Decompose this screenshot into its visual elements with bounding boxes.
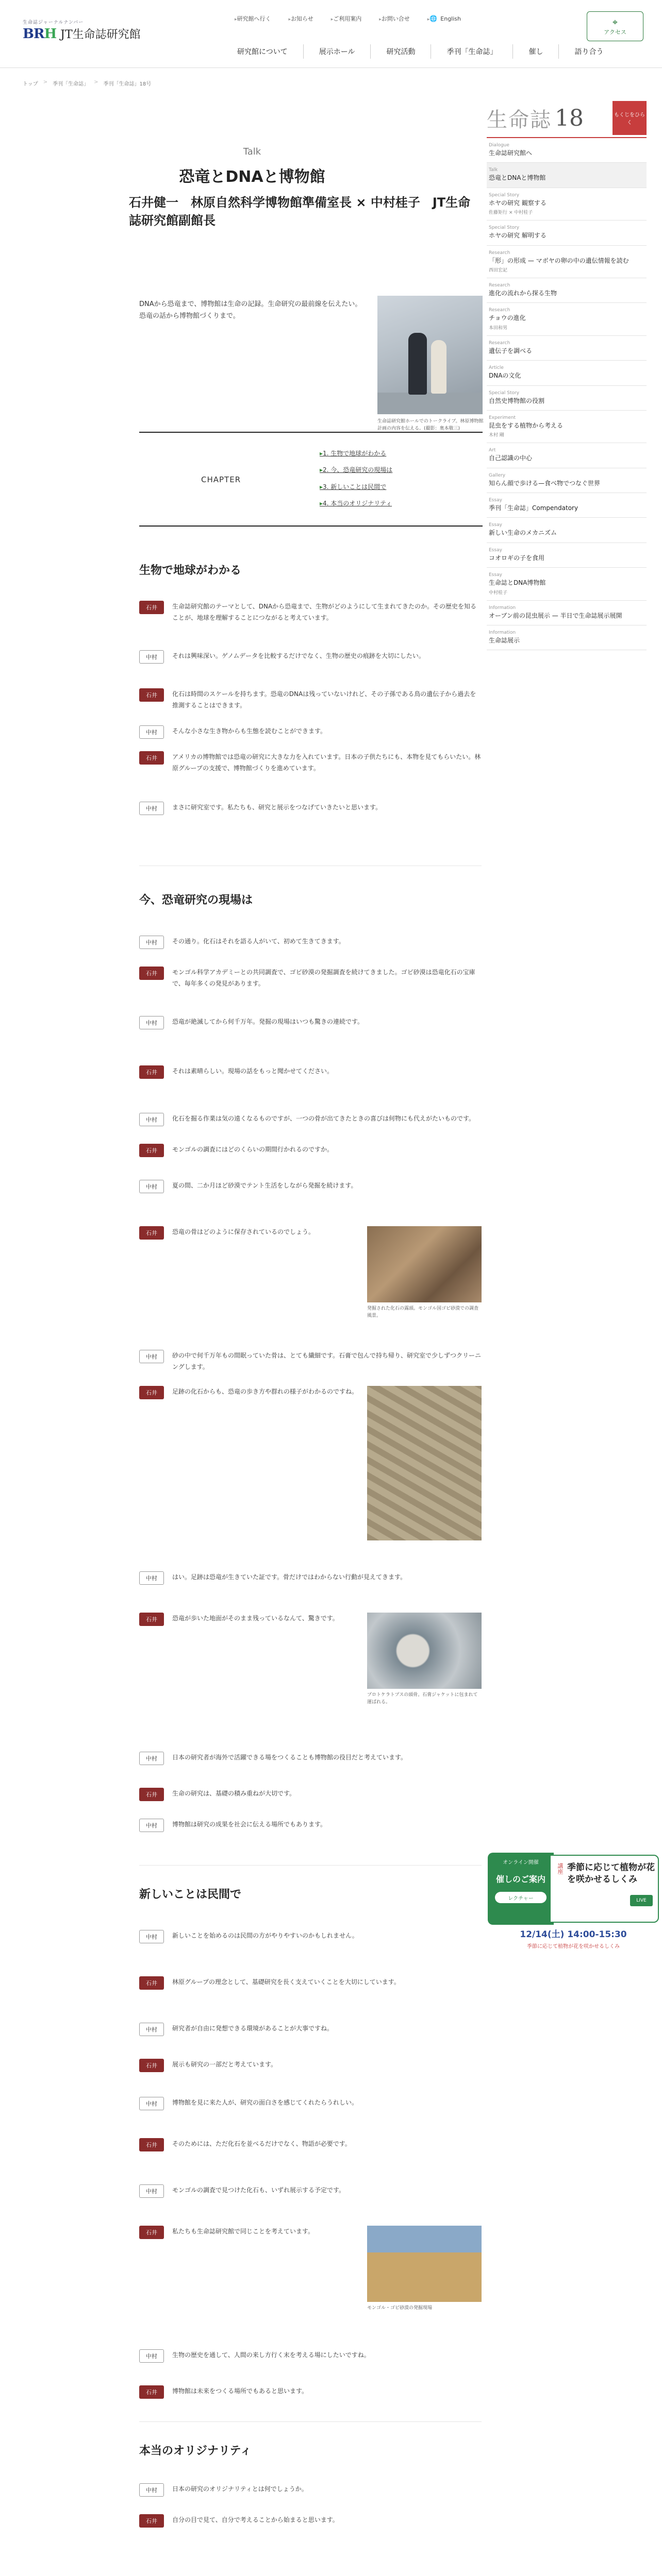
speaker-tag: 中村: [139, 1571, 164, 1585]
article-title: 恐竜とDNAと博物館: [179, 168, 325, 186]
sidebar-item[interactable]: [487, 278, 647, 303]
banner-button[interactable]: レクチャー: [495, 1892, 547, 1903]
globe-icon: ▸ 🌐: [427, 15, 437, 22]
speaker-tag: 中村: [139, 1930, 164, 1943]
talk-text: 新しいことを始めるのは民間の方がやりやすいのかもしれません。: [172, 1932, 358, 1939]
sidebar-item-title: 進化の流れから探る生物: [489, 289, 557, 297]
speaker-tag: 石井: [139, 2385, 164, 2399]
talk-line: [139, 751, 482, 774]
talk-line: [139, 1613, 482, 1706]
talk-text: 足跡の化石からも、恐竜の歩き方や群れの様子がわかるのですね。: [172, 1388, 358, 1395]
toc-label: CHAPTER: [201, 475, 241, 484]
talk-line: [139, 650, 482, 664]
talk-line: [139, 2514, 482, 2528]
speaker-tag: 石井: [139, 2138, 164, 2151]
talk-line: [139, 1016, 482, 1029]
event-banner[interactable]: [488, 1853, 659, 1925]
article-intro: DNAから恐竜まで、博物館は生命の記録。生命研究の最前線を伝えたい。恐竜の話から博物館づくりまで。: [139, 300, 362, 320]
breadcrumb-separator: >: [94, 79, 98, 85]
talk-text: 日本の研究のオリジナリティとは何でしょうか。: [172, 2485, 308, 2493]
sidebar-item-category: Research: [489, 308, 510, 313]
nav-about[interactable]: 研究館について: [237, 48, 288, 56]
speaker-tag: 石井: [139, 1065, 164, 1079]
sidebar-item-category: Special Story: [489, 390, 520, 396]
sidebar-item-title: 恐竜とDNAと博物館: [489, 174, 546, 182]
speaker-tag: 中村: [139, 1113, 164, 1126]
desert-photo: [367, 2226, 482, 2302]
photo-caption: プロトケラトプスの頭骨。石膏ジャケットに包まれて運ばれる。: [367, 1692, 478, 1705]
talk-text: モンゴルの調査にはどのくらいの期間行かれるのですか。: [172, 1146, 334, 1153]
banner-live-badge: LIVE: [630, 1895, 653, 1906]
sidebar-item-category: Essay: [489, 572, 502, 578]
sidebar-item-category: Information: [489, 630, 516, 636]
banner-right: [550, 1855, 659, 1923]
toc-link-1[interactable]: ▸ 1. 生物で地球がわかる: [320, 445, 392, 462]
talk-text: 夏の間、二か月ほど砂漠でテント生活をしながら発掘を続けます。: [172, 1182, 357, 1189]
talk-text: それは素晴らしい。現場の話をもっと聞かせてください。: [172, 1067, 334, 1075]
speaker-tag: 中村: [139, 1016, 164, 1029]
sidebar-item-title: 新しい生命のメカニズム: [489, 529, 557, 537]
language-switch[interactable]: [427, 14, 461, 23]
sidebar-item[interactable]: [487, 303, 647, 335]
speaker-tag: 石井: [139, 1613, 164, 1626]
talk-text: 化石は時間のスケールを持ちます。恐竜のDNAは残っていないけれど、その子孫である鳥の遺伝子から過去を推測することはできます。: [172, 690, 476, 709]
issue-sidebar: [487, 99, 647, 650]
talk-line: [139, 802, 482, 815]
sidebar-item[interactable]: [487, 443, 647, 468]
toc-list: [320, 445, 392, 512]
talk-line: [139, 1065, 482, 1079]
talk-line: [139, 2226, 482, 2312]
talk-text: 生命の研究は、基礎の積み重ねが大切です。: [172, 1790, 296, 1797]
talk-text: 博物館を見に来た人が、研究の面白さを感じてくれたらうれしい。: [172, 2099, 358, 2106]
talk-line: [139, 1819, 482, 1832]
section-title: 新しいことは民間で: [139, 1888, 242, 1901]
talk-text: モンゴルの調査で見つけた化石も、いずれ展示する予定です。: [172, 2187, 345, 2194]
talk-text: 生物の歴史を通して、人間の来し方行く末を考える場にしたいですね。: [172, 2351, 370, 2359]
sidebar-item[interactable]: [487, 411, 647, 443]
sidebar-item[interactable]: [487, 625, 647, 650]
sidebar-item-title: 季刊「生命誌」Compendatory: [489, 504, 578, 512]
photo-caption: モンゴル・ゴビ砂漠の発掘現場: [367, 2306, 433, 2311]
sidebar-item-title: 生命誌とDNA博物館: [489, 579, 546, 587]
breadcrumb: [23, 79, 151, 87]
photo-block: [367, 2226, 482, 2312]
sidebar-item[interactable]: [487, 518, 647, 543]
talk-line: [139, 1226, 482, 1319]
sidebar-item-title: ホヤの研究 観察する: [489, 199, 547, 207]
map-pin-icon: ⌖: [612, 16, 618, 28]
talk-text: 林原グループの理念として、基礎研究を長く支えていくことを大切にしています。: [172, 1978, 400, 1986]
access-label: アクセス: [604, 28, 626, 36]
talk-text: 博物館は研究の成果を社会に伝える場所でもあります。: [172, 1821, 327, 1828]
sidebar-item-title: 遺伝子を調べる: [489, 347, 533, 354]
talk-text: 自分の目で見て、自分で考えることから始まると思います。: [172, 2516, 339, 2523]
breadcrumb-journal[interactable]: 季刊「生命誌」: [53, 81, 89, 87]
toc-link-4[interactable]: ▸ 4. 本当のオリジナリティ: [320, 495, 392, 512]
speaker-tag: 中村: [139, 1819, 164, 1832]
sidebar-item-category: Research: [489, 340, 510, 346]
logo-text: JT生命誌研究館: [60, 28, 141, 41]
talk-line: [139, 2184, 482, 2198]
hero-caption: 生命誌研究館ホールでのトークライブ。林原博物館計画の内容を伝える。(撮影：奥本敬三): [377, 419, 484, 431]
hero-ground: [377, 393, 483, 414]
speaker-tag: 石井: [139, 751, 164, 765]
speaker-tag: 石井: [139, 1226, 164, 1240]
sidebar-item[interactable]: [487, 568, 647, 600]
sidebar-item-category: Talk: [489, 167, 498, 173]
nav-exhibition[interactable]: 展示ホール: [303, 44, 371, 59]
toc-open-button[interactable]: もくじをひらく: [613, 101, 647, 135]
talk-line: [139, 2349, 482, 2363]
breadcrumb-home[interactable]: トップ: [23, 81, 38, 87]
sidebar-item-category: Essay: [489, 498, 502, 503]
language-label: English: [440, 15, 461, 22]
sidebar-item-title: コオロギの子を食用: [489, 554, 545, 562]
sidebar-item-category: Special Story: [489, 225, 520, 231]
util-link-contact[interactable]: ▸ お問い合せ: [379, 14, 410, 23]
talk-text: 恐竜が絶滅してから何千万年。発掘の現場はいつも驚きの連続です。: [172, 1018, 364, 1025]
sidebar-item-title: 昆虫をする植物から考える: [489, 421, 564, 429]
sidebar-item-category: Gallery: [489, 472, 506, 478]
divider: [139, 1865, 482, 1866]
footprint-photo: [367, 1386, 482, 1540]
sidebar-item-title: チョウの進化: [489, 314, 526, 322]
sidebar-item-title: 生命誌展示: [489, 637, 520, 645]
banner-note: 季節に応じて植物が花を咲かせるしくみ: [527, 1944, 620, 1950]
sidebar-item[interactable]: [487, 386, 647, 411]
sidebar-item-category: Dialogue: [489, 143, 509, 148]
nav-events[interactable]: 催し: [512, 44, 558, 59]
sidebar-item-category: Research: [489, 250, 510, 256]
speaker-tag: 石井: [139, 601, 164, 614]
sidebar-item-category: Essay: [489, 522, 502, 528]
talk-line: [139, 688, 482, 711]
talk-line: [139, 601, 482, 623]
speaker-tag: 石井: [139, 1386, 164, 1399]
talk-text: 展示も研究の一部だと考えています。: [172, 2061, 277, 2068]
talk-line: [139, 936, 482, 949]
talk-text: そんな小さな生き物からも生態を読むことができます。: [172, 727, 327, 735]
sidebar-item[interactable]: [487, 543, 647, 568]
talk-line: [139, 2483, 482, 2497]
site-logo[interactable]: [23, 26, 141, 42]
talk-text: 恐竜の骨はどのように保存されているのでしょう。: [172, 1228, 315, 1235]
talk-text: 生命誌研究館のテーマとして、DNAから恐竜まで、生物がどのようにして生まれてきたのか。その歴史を知ることが、地球を理解することにつながると考えています。: [172, 603, 476, 622]
talk-text: 化石を掘る作業は気の遠くなるものですが、一つの骨が出てきたときの喜びは何物にも代えがたいものです。: [172, 1115, 475, 1122]
sidebar-item[interactable]: [487, 163, 647, 188]
toc-link-3[interactable]: ▸ 3. 新しいことは民間で: [320, 479, 392, 495]
sidebar-item[interactable]: [487, 188, 647, 221]
sidebar-item-author: 本田和男: [489, 325, 508, 331]
banner-headline: 季節に応じて植物が花を咲かせるしくみ: [567, 1862, 655, 1885]
sidebar-item[interactable]: [487, 361, 647, 385]
talk-line: [139, 725, 482, 739]
chapter-toc: [139, 432, 483, 527]
talk-line: [139, 2385, 482, 2399]
toc-link-2[interactable]: ▸ 2. 今、恐竜研究の現場は: [320, 462, 392, 478]
banner-date-block: [488, 1927, 659, 1950]
sidebar-item-title: 「形」の形成 — マボヤの卵の中の遺伝情報を読む: [489, 257, 629, 264]
logo-subtitle: 生命誌ジャーナルナンバー: [23, 20, 84, 25]
photo-caption: 発掘された化石の露頭。モンゴル国ゴビ砂漠での調査風景。: [367, 1306, 479, 1318]
banner-online-label: オンライン開催: [503, 1860, 539, 1866]
talk-line: [139, 2059, 482, 2072]
sidebar-item-category: Research: [489, 282, 510, 288]
section-title: 今、恐竜研究の現場は: [139, 894, 253, 907]
talk-line: [139, 1113, 482, 1126]
speaker-tag: 中村: [139, 1180, 164, 1193]
sidebar-item-category: Essay: [489, 547, 502, 553]
speaker-tag: 中村: [139, 936, 164, 949]
sidebar-item-title: DNAの文化: [489, 372, 521, 380]
journal-brand: 生命誌: [487, 108, 552, 132]
talk-line: [139, 1571, 482, 1585]
util-link-news[interactable]: ▸ お知らせ: [289, 14, 313, 23]
talk-line: [139, 2023, 482, 2036]
speaker-tag: 石井: [139, 1788, 164, 1801]
sidebar-item-title: 生命誌研究館へ: [489, 149, 533, 157]
section-title: 本当のオリジナリティ: [139, 2445, 252, 2458]
sidebar-item-category: Information: [489, 605, 516, 611]
sidebar-item-category: Art: [489, 448, 496, 453]
talk-text: その通り。化石はそれを語る人がいて、初めて生きてきます。: [172, 938, 345, 945]
talk-line: [139, 1976, 482, 1990]
photo-block: [367, 1613, 482, 1706]
site-header: [0, 0, 662, 68]
hero-person: [408, 333, 427, 395]
talk-text: まさに研究室です。私たちも、研究と展示をつなげていきたいと思います。: [172, 804, 382, 811]
sidebar-item[interactable]: [487, 493, 647, 518]
talk-text: 研究者が自由に発想できる環境があることが大事ですね。: [172, 2025, 334, 2032]
speaker-tag: 中村: [139, 1752, 164, 1765]
speaker-tag: 石井: [139, 967, 164, 980]
article-kicker: Talk: [243, 146, 261, 157]
skull-photo: [367, 1613, 482, 1689]
article-speakers: 石井健一 林原自然科学博物館準備室長 × 中村桂子 JT生命誌研究館副館長: [129, 195, 471, 228]
sidebar-item[interactable]: [487, 468, 647, 493]
talk-text: モンゴル科学アカデミーとの共同調査で、ゴビ砂漠の発掘調査を続けてきました。ゴビ砂漠は恐竜化石の宝庫で、毎年多くの発見があります。: [172, 969, 475, 988]
talk-text: 日本の研究者が海外で活躍できる場をつくることも博物館の役目だと考えています。: [172, 1754, 407, 1761]
utility-nav: [235, 14, 461, 23]
talk-text: 私たちも生命誌研究館で同じことを考えています。: [172, 2228, 315, 2235]
speaker-tag: 石井: [139, 2514, 164, 2528]
banner-category: 講座: [557, 1863, 564, 1874]
sidebar-item[interactable]: [487, 138, 647, 163]
talk-text: 博物館は未来をつくる場所でもあると思います。: [172, 2387, 308, 2395]
talk-text: 恐竜が歩いた地面がそのまま残っているなんて、驚きです。: [172, 1615, 339, 1622]
sidebar-item-title: 自然史博物館の役割: [489, 397, 545, 404]
talk-text: 砂の中で何千万年もの間眠っていた骨は、とても繊細です。石膏で包んで持ち帰り、研究室で少しずつクリーニングします。: [172, 1352, 482, 1371]
talk-line: [139, 1788, 482, 1801]
speaker-tag: 中村: [139, 2349, 164, 2363]
talk-line: [139, 1350, 482, 1372]
sidebar-item[interactable]: [487, 601, 647, 625]
speaker-tag: 中村: [139, 2483, 164, 2497]
speaker-tag: 中村: [139, 2184, 164, 2198]
fossil-photo: [367, 1226, 482, 1302]
speaker-tag: 石井: [139, 2226, 164, 2239]
banner-date: 12/14(土) 14:00-15:30: [520, 1929, 627, 1940]
logo-mark: BRH: [23, 26, 57, 42]
hero-person: [431, 340, 446, 394]
sidebar-item-title: ホヤの研究 解明する: [489, 232, 547, 240]
issue-number: 18: [555, 105, 584, 131]
speaker-tag: 中村: [139, 725, 164, 739]
speaker-tag: 中村: [139, 1350, 164, 1363]
speaker-tag: 中村: [139, 2023, 164, 2036]
talk-line: [139, 2138, 482, 2151]
main-nav: [222, 44, 619, 59]
sidebar-list: [487, 138, 647, 650]
talk-line: [139, 1144, 482, 1157]
nav-journal[interactable]: 季刊「生命誌」: [431, 44, 512, 59]
speaker-tag: 石井: [139, 688, 164, 702]
sidebar-item[interactable]: [487, 246, 647, 278]
talk-line: [139, 1752, 482, 1765]
sidebar-item-category: Article: [489, 365, 504, 371]
talk-line: [139, 2097, 482, 2110]
sidebar-item-title: 知らん顔で歩ける—食べ物でつなぐ世界: [489, 479, 601, 487]
divider: [139, 2421, 482, 2422]
sidebar-item[interactable]: [487, 221, 647, 245]
sidebar-item-author: 佐藤矩行 × 中村桂子: [489, 210, 533, 216]
banner-left: [488, 1853, 554, 1925]
sidebar-item-category: Experiment: [489, 415, 516, 420]
speaker-tag: 中村: [139, 650, 164, 664]
sidebar-item[interactable]: [487, 336, 647, 361]
sidebar-item-author: 中村桂子: [489, 590, 508, 596]
sidebar-item-author: 西田宏記: [489, 267, 508, 273]
sidebar-item-title: 自己認識の中心: [489, 454, 533, 462]
speaker-tag: 石井: [139, 1144, 164, 1157]
speaker-tag: 石井: [139, 2059, 164, 2072]
access-button[interactable]: [587, 11, 643, 41]
talk-text: そのためには、ただ化石を並べるだけでなく、物語が必要です。: [172, 2140, 351, 2147]
talk-text: はい。足跡は恐竜が生きていた証です。骨だけではわからない行動が見えてきます。: [172, 1573, 407, 1581]
speaker-tag: 中村: [139, 2097, 164, 2110]
breadcrumb-separator: >: [43, 79, 48, 85]
banner-title: 催しのご案内: [495, 1874, 545, 1884]
talk-text: アメリカの博物館では恐竜の研究に大きな力を入れています。日本の子供たちにも、本物を見てもらいたい。林原グループの支援で、博物館づくりを進めています。: [172, 753, 481, 772]
sidebar-item-category: Special Story: [489, 192, 520, 198]
speaker-tag: 中村: [139, 802, 164, 815]
photo-block: [367, 1226, 482, 1319]
nav-research[interactable]: 研究活動: [370, 44, 431, 59]
section-title: 生物で地球がわかる: [139, 564, 242, 577]
talk-line: [139, 1386, 482, 1540]
nav-talk[interactable]: 語り合う: [558, 44, 619, 59]
talk-line: [139, 1930, 482, 1943]
sidebar-item-author: 木村 剛: [489, 433, 504, 438]
talk-line: [139, 967, 482, 989]
speaker-tag: 石井: [139, 1976, 164, 1990]
breadcrumb-issue[interactable]: 季刊「生命誌」18号: [103, 81, 152, 87]
hero-photo: [377, 296, 483, 414]
sidebar-item-title: オーブン前の昆虫展示 — 半日で生命誌展示展開: [489, 612, 622, 619]
util-link-guide[interactable]: ▸ ご利用案内: [331, 14, 362, 23]
talk-text: それは興味深い。ゲノムデータを比較するだけでなく、生物の歴史の痕跡を大切にしたい。: [172, 652, 425, 659]
talk-line: [139, 1180, 482, 1193]
sidebar-header: [487, 99, 647, 138]
util-link-visit[interactable]: ▸ 研究館へ行く: [235, 14, 271, 23]
